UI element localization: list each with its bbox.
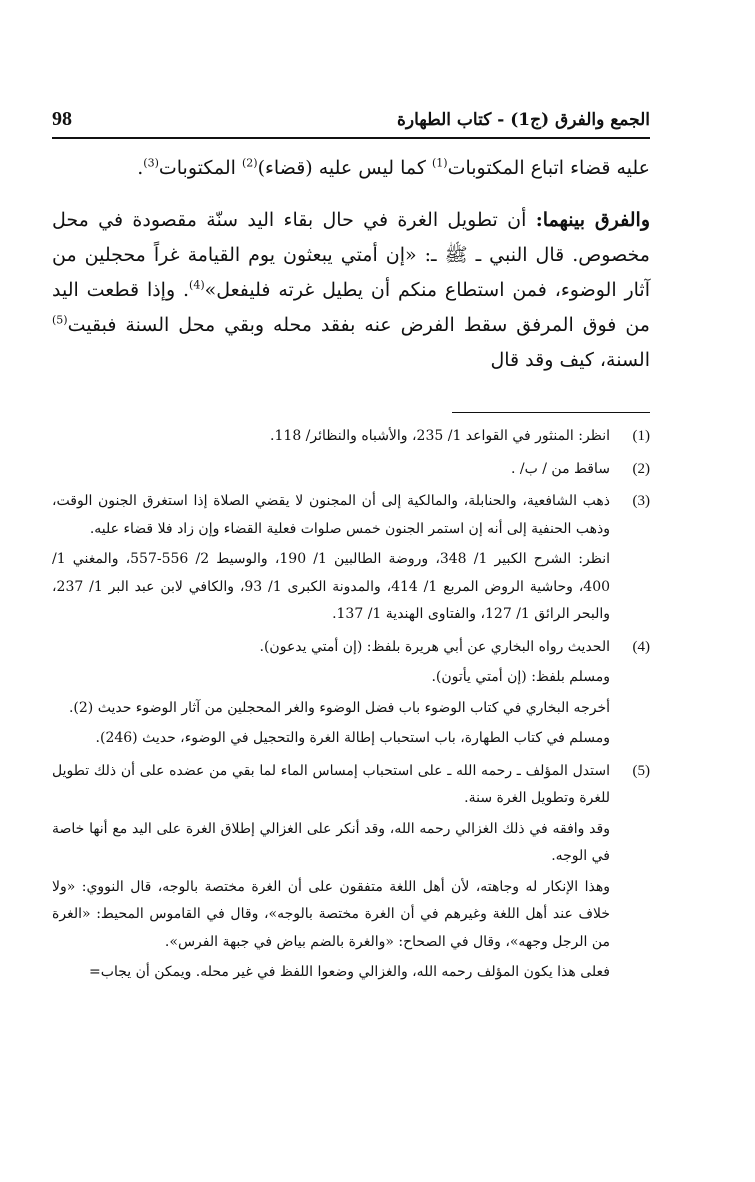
footnote-body [52, 423, 610, 454]
text-segment: كما ليس عليه (قضاء) [257, 157, 432, 179]
footnote-1 [52, 423, 650, 454]
footnote-marker-1[interactable]: (1) [431, 156, 448, 170]
footnote-body [52, 488, 610, 632]
page-number: 98 [52, 108, 72, 130]
footnote-marker-3[interactable]: (3) [143, 156, 159, 170]
footnote-paragraph: فعلى هذا يكون المؤلف رحمه الله، والغزالي وضعوا اللفظ في غير محله. ويمكن أن يجاب= [89, 964, 610, 980]
page-header [52, 108, 650, 139]
footnote-paragraph: ذهب الشافعية، والحنابلة، والمالكية إلى أن المجنون لا يقضي الصلاة إذا استغرق الجنون الوقت، وذهب الحنفية إلى أنه إن استمر الجنون خمس صلوات فعلية القضاء وإن زاد فلا قضاء عليه. [52, 493, 610, 537]
footnote-2 [52, 456, 650, 487]
text-segment: المكتوبات [158, 157, 242, 179]
footnote-separator [452, 412, 650, 413]
footnotes [52, 423, 650, 990]
footnote-number: (5) [632, 762, 650, 779]
text-segment: أن تطويل الغرة في حال بقاء اليد سنّة مقصودة في محل مخصوص. قال النبي ـ ﷺ ـ: «إن أمتي يبعثون يوم القيامة غراً محجلين من آثار الوضوء، فمن استطاع منكم أن يطيل غرته فليفعل» [52, 209, 650, 301]
footnote-4 [52, 634, 650, 756]
text-segment: عليه قضاء اتباع المكتوبات [447, 157, 650, 179]
footnote-number: (3) [632, 493, 650, 509]
footnote-paragraph: وهذا الإنكار له وجاهته، لأن أهل اللغة متفقون على أن الغرة مختصة بالوجه، قال النووي: «ولا خلاف عند أهل اللغة وغيرهم في أن الغرة مختصة بالوجه»، وقال في القاموس المحيط: «الغرة من الرجل وجهه»، وقال في الصحاح: «والغرة بالضم بياض في جبهة الفرس». [52, 878, 610, 950]
footnote-paragraph: وقد وافقه في ذلك الغزالي رحمه الله، وقد أنكر على الغزالي إطلاق الغرة على اليد مع أنها خاصة في الوجه. [52, 820, 610, 864]
footnote-paragraph: ومسلم في كتاب الطهارة، باب استحباب إطالة الغرة والتحجيل في الوضوء، حديث (246). [95, 730, 610, 746]
footnote-number: (2) [632, 460, 650, 477]
footnote-paragraph: أخرجه البخاري في كتاب الوضوء باب فضل الوضوء والغر المحجلين من آثار الوضوء حديث (2). [68, 699, 610, 716]
footnote-marker-5[interactable]: (5) [52, 313, 68, 327]
footnote-3 [52, 488, 650, 632]
footnote-paragraph: انظر: الشرح الكبير 1/ 348، وروضة الطالبين 1/ 190، والوسيط 2/ 556-557، والمغني 1/ 400، وحاشية الروض المربع 1/ 414، والمدونة الكبرى 1/ 93، والكافي لابن عبد البر 1/ 237، والبحر الرائق 1/ 127، والفتاوى الهندية 1/ 137. [52, 551, 611, 622]
footnote-body [52, 456, 610, 487]
footnote-marker-4[interactable]: (4) [189, 278, 205, 292]
paragraph-lead: والفرق بينهما: [535, 209, 650, 231]
footnote-marker-2[interactable]: (2) [241, 156, 258, 170]
footnote-body [52, 634, 610, 756]
book-page [52, 108, 650, 990]
continued-text-line [52, 151, 650, 185]
footnote-paragraph: انظر: المنثور في القواعد 1/ 235، والأشباه والنظائر/ 118. [270, 428, 610, 444]
footnote-body [52, 758, 610, 990]
text-segment: . وإذا قطعت اليد من فوق المرفق سقط الفرض عنه بفقد محله وبقي محل السنة فبقيت [52, 279, 650, 336]
footnote-paragraph: ساقط من / ب/ . [511, 460, 610, 477]
footnote-number: (1) [632, 428, 650, 444]
main-paragraph [52, 203, 650, 378]
footnote-paragraph: استدل المؤلف ـ رحمه الله ـ على استحباب إمساس الماء لما بقي من عضده على أن ذلك تطويل للغرة وتطويل الغرة سنة. [52, 762, 610, 806]
footnote-separator-wrap [52, 396, 650, 413]
footnote-5 [52, 758, 650, 990]
running-title: الجمع والفرق (ج1) - كتاب الطهارة [397, 110, 650, 130]
text-segment: السنة، كيف وقد قال [490, 349, 650, 371]
footnote-paragraph: الحديث رواه البخاري عن أبي هريرة بلفظ: (إن أمتي يدعون). [259, 638, 610, 655]
footnote-paragraph: ومسلم بلفظ: (إن أمتي يأتون). [431, 669, 610, 685]
footnote-number: (4) [632, 638, 650, 655]
text-segment: . [137, 157, 144, 179]
